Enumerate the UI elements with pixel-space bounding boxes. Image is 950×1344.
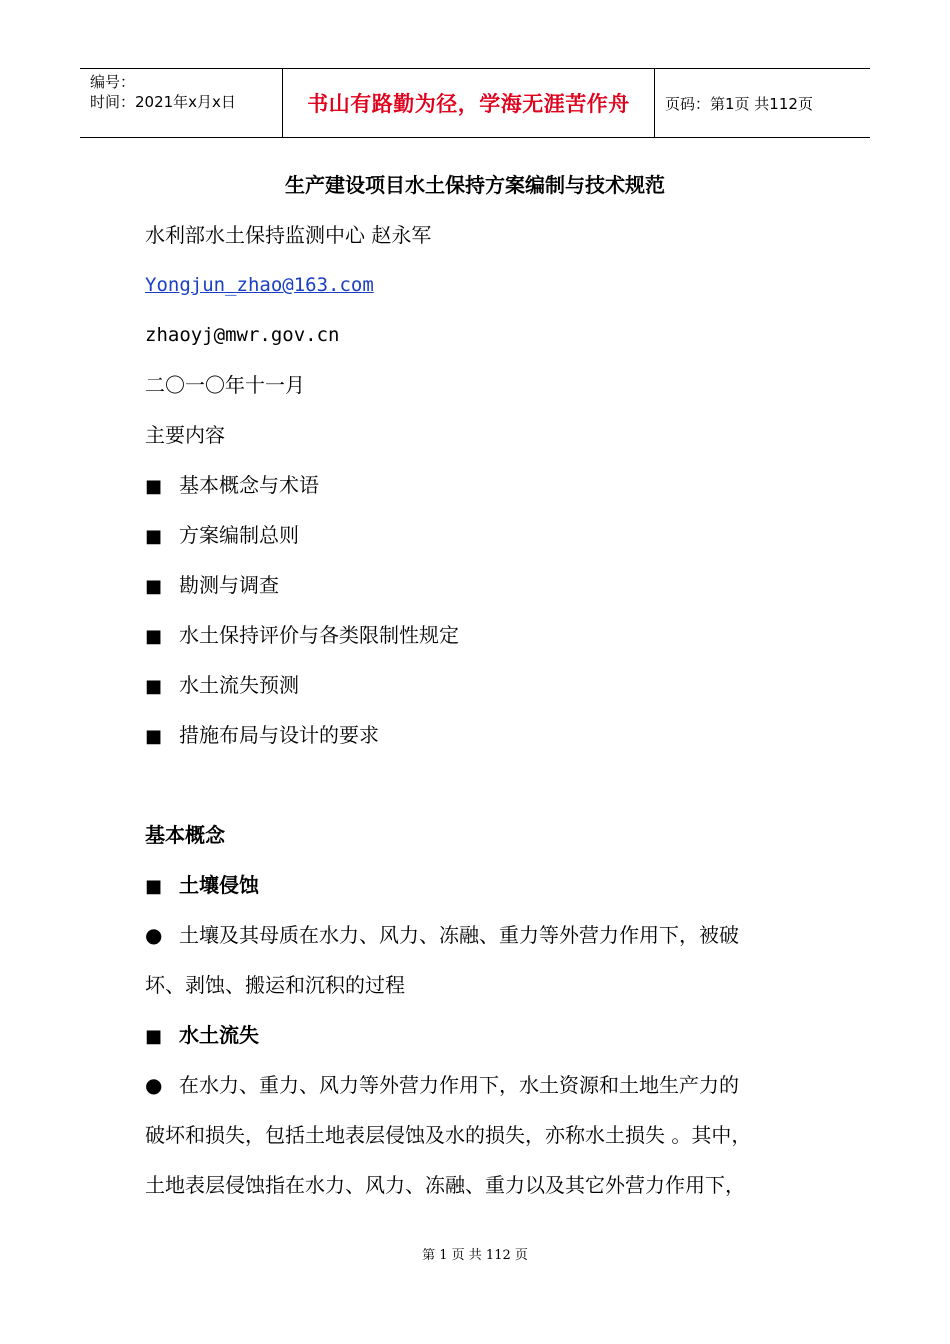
header-motto: 书山有路勤为径，学海无涯苦作舟 xyxy=(282,69,655,137)
dot-bullet-icon: ● xyxy=(145,1073,163,1097)
toc-item: ■ 措施布局与设计的要求 xyxy=(145,710,825,760)
page-footer: 第 1 页 共 112 页 xyxy=(422,1248,528,1263)
toc-heading: 主要内容 xyxy=(145,423,225,447)
time-label: 时间：2021年x月x日 xyxy=(90,93,236,111)
toc-item: ■ 勘测与调查 xyxy=(145,560,825,610)
definition-line: 破坏和损失，包括土地表层侵蚀及水的损失，亦称水土损失 。其中， xyxy=(145,1123,752,1147)
definition-line: ● 在水力、重力、风力等外营力作用下，水土资源和土地生产力的 xyxy=(145,1060,825,1110)
square-bullet-icon: ■ xyxy=(145,526,163,547)
toc-item: ■ 水土流失预测 xyxy=(145,660,825,710)
square-bullet-icon: ■ xyxy=(145,1026,163,1047)
section-heading: 基本概念 xyxy=(145,823,225,847)
email-link[interactable]: Yongjun_zhao@163.com xyxy=(145,274,374,296)
term-heading: ■ 水土流失 xyxy=(145,1010,825,1060)
term-heading: ■ 土壤侵蚀 xyxy=(145,860,825,910)
square-bullet-icon: ■ xyxy=(145,576,163,597)
toc-item: ■ 水土保持评价与各类限制性规定 xyxy=(145,610,825,660)
dot-bullet-icon: ● xyxy=(145,923,163,947)
document-body xyxy=(145,160,825,1210)
author-line: 水利部水土保持监测中心 赵永军 xyxy=(145,223,432,247)
definition-line: 坏、剥蚀、搬运和沉积的过程 xyxy=(145,973,405,997)
square-bullet-icon: ■ xyxy=(145,626,163,647)
square-bullet-icon: ■ xyxy=(145,876,163,897)
square-bullet-icon: ■ xyxy=(145,726,163,747)
document-title: 生产建设项目水土保持方案编制与技术规范 xyxy=(285,173,665,197)
header-left-cell xyxy=(80,69,282,137)
toc-item: ■ 基本概念与术语 xyxy=(145,460,825,510)
page-header xyxy=(80,68,870,138)
header-page-info: 页码：第1页 共112页 xyxy=(665,94,813,113)
definition-line: 土地表层侵蚀指在水力、风力、冻融、重力以及其它外营力作用下， xyxy=(145,1173,745,1197)
number-label: 编号： xyxy=(90,73,136,91)
date-line: 二〇一〇年十一月 xyxy=(145,373,305,397)
toc-item: ■ 方案编制总则 xyxy=(145,510,825,560)
email-text: zhaoyj@mwr.gov.cn xyxy=(145,324,340,346)
definition-line: ● 土壤及其母质在水力、风力、冻融、重力等外营力作用下，被破 xyxy=(145,910,825,960)
square-bullet-icon: ■ xyxy=(145,476,163,497)
square-bullet-icon: ■ xyxy=(145,676,163,697)
